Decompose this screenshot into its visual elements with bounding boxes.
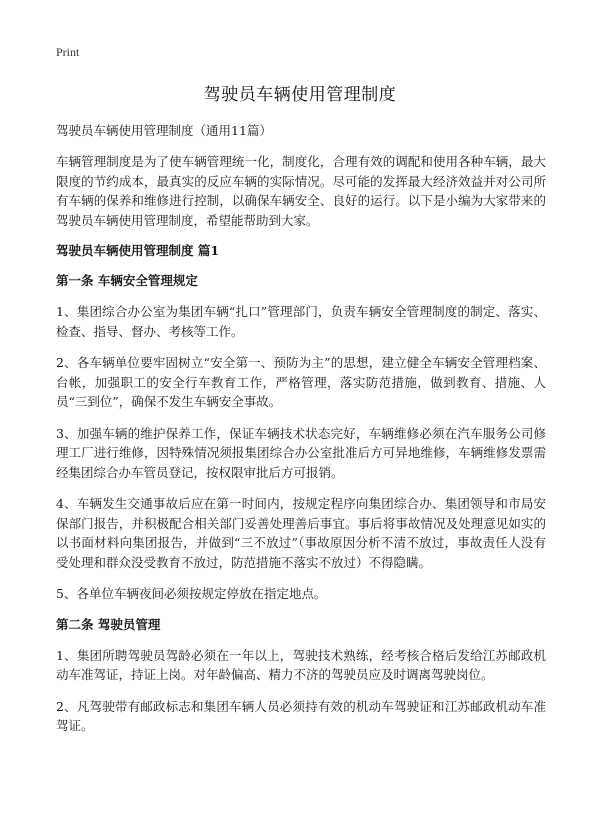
article1-item: 1、集团综合办公室为集团车辆“扎口”管理部门，负责车辆安全管理制度的制定、落实、检查、指导、督办、考核等工作。 xyxy=(56,304,546,339)
intro-paragraph: 车辆管理制度是为了使车辆管理统一化，制度化，合理有效的调配和使用各种车辆，最大限度的节约成本，最真实的反应车辆的实际情况。尽可能的发挥最大经济效益并对公司所有车辆的保养和维修进行控制，以确保车辆安全、良好的运行。以下是小编为大家带来的驾驶员车辆使用管理制度，希望能帮助到大家。 xyxy=(56,154,546,228)
document-body xyxy=(56,122,546,748)
print-link[interactable]: Print xyxy=(56,45,80,59)
article1-item: 5、各单位车辆夜间必须按规定停放在指定地点。 xyxy=(56,586,327,601)
article2-item: 2、凡驾驶带有邮政标志和集团车辆人员必须持有效的机动车驾驶证和江苏邮政机动车准驾证。 xyxy=(56,698,546,733)
chapter-heading: 驾驶员车辆使用管理制度 篇1 xyxy=(56,243,220,258)
document-subtitle: 驾驶员车辆使用管理制度（通用11篇） xyxy=(56,123,272,138)
article1-heading: 第一条 车辆安全管理规定 xyxy=(56,273,198,288)
article2-item: 1、集团所聘驾驶员驾龄必须在一年以上，驾驶技术熟练，经考核合格后发给江苏邮政机动车准驾证，持证上岗。对年龄偏高、精力不济的驾驶员应及时调离驾驶岗位。 xyxy=(56,647,546,682)
page-title: 驾驶员车辆使用管理制度 xyxy=(203,85,397,105)
article2-heading: 第二条 驾驶员管理 xyxy=(56,616,161,632)
article1-item: 2、各车辆单位要牢固树立“安全第一、预防为主”的思想，建立健全车辆安全管理档案、台帐，加强职工的安全行车教育工作，严格管理，落实防范措施，做到教育、措施、人员“三到位”，确保不发生车辆安全事故。 xyxy=(56,355,546,409)
article1-item: 3、加强车辆的维护保养工作，保证车辆技术状态完好，车辆维修必须在汽车服务公司修理工厂进行维修，因特殊情况须报集团综合办公室批准后方可异地维修，车辆维修发票需经集团综合办车管员登记，按权限审批后方可报销。 xyxy=(56,425,546,480)
article1-item: 4、车辆发生交通事故后应在第一时间内，按规定程序向集团综合办、集团领导和市局安保部门报告，并积极配合相关部门妥善处理善后事宜。事后将事故情况及处理意见如实的以书面材料向集团报告，并做到“三不放过”（事故原因分析不清不放过，事故责任人没有受处理和群众没受教育不放过，防范措施不落实不放过）不得隐瞒。 xyxy=(56,496,546,570)
